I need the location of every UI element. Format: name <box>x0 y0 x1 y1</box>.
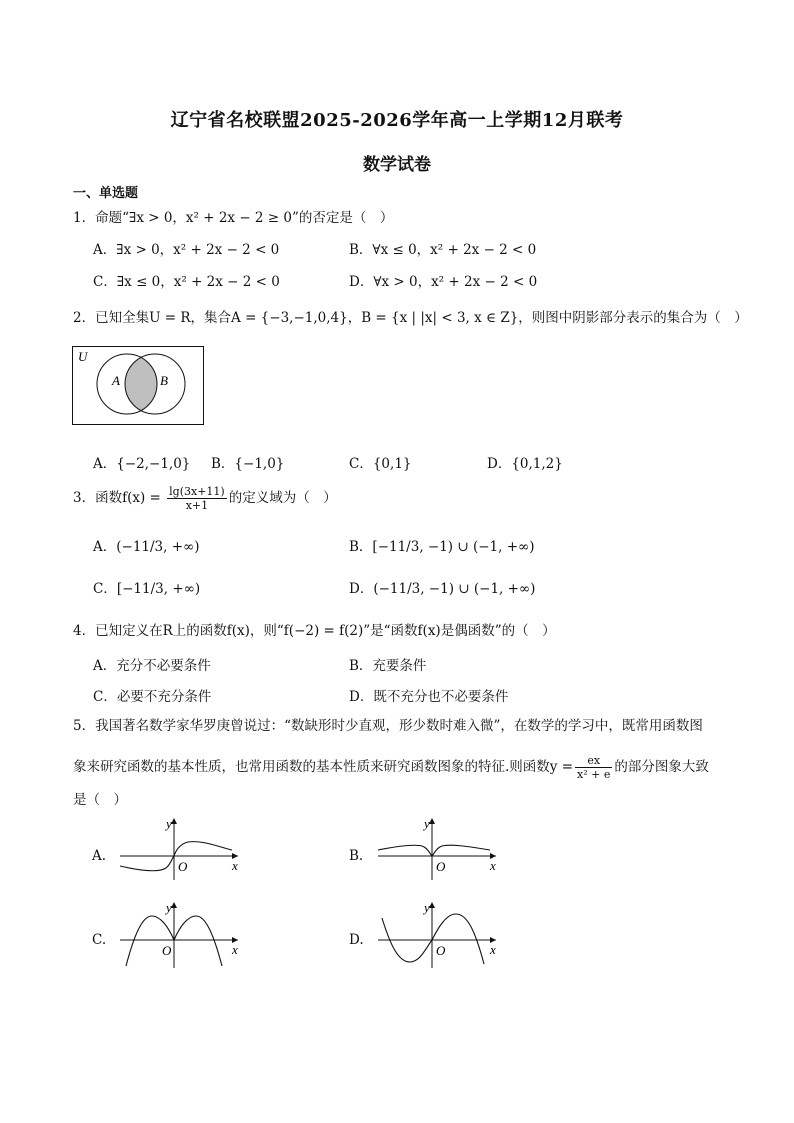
venn-diagram <box>72 346 205 426</box>
question-5-line-1: 5．我国著名数学家华罗庚曾说过：“数缺形时少直观，形少数时难入微”，在数学的学习中，既常用函数图 <box>73 718 703 734</box>
svg-text:y: y <box>166 900 172 915</box>
q4-option-d: D．既不充分也不必要条件 <box>349 689 509 705</box>
question-stem: 已知定义在R上的函数f(x)，则“f(−2) = f(2)”是“函数f(x)是偶函数”的（ ） <box>95 623 556 639</box>
question-3 <box>73 485 337 512</box>
question-stem: 已知全集U = R，集合A = {−3,−1,0,4}，B = {x | |x| < 3, x ∈ Z}，则图中阴影部分表示的集合为（ ） <box>95 310 748 326</box>
q4-option-c: C．必要不充分条件 <box>93 689 212 705</box>
fraction: $\frac{ex}{\text{x² + e}}$ <box>577 754 611 781</box>
fraction: $\frac{\lg(3x+11)}{x+1}$ <box>169 485 225 512</box>
q4-option-a: A．充分不必要条件 <box>93 658 211 674</box>
q5-option-b-label: B. <box>349 848 364 864</box>
q5-option-c-label: C. <box>92 932 107 948</box>
q4-option-b: B．充要条件 <box>349 658 427 674</box>
set-b-label: B <box>160 373 168 388</box>
question-stem-prefix: 函数f(x) = <box>95 490 161 506</box>
svg-text:x: x <box>232 858 238 873</box>
q5-graph-d <box>374 898 504 970</box>
q3-option-a: A．(−11/3, +∞) <box>93 539 200 555</box>
question-1 <box>73 206 393 226</box>
question-number: 1． <box>73 210 96 226</box>
q3-option-b: B．[−11/3, −1) ∪ (−1, +∞) <box>349 539 535 555</box>
question-number: 5． <box>73 718 96 734</box>
set-a-label: A <box>112 373 120 388</box>
q1-option-d: D．∀x > 0，x² + 2x − 2 < 0 <box>349 274 538 290</box>
q2-option-d: D．{0,1,2} <box>487 456 563 472</box>
q2-option-b: B．{−1,0} <box>211 456 285 472</box>
question-2 <box>73 306 748 326</box>
q3-option-d: D．(−11/3, −1) ∪ (−1, +∞) <box>349 581 536 597</box>
q2-option-c: C．{0,1} <box>349 456 412 472</box>
question-5-line-3: 是（ ） <box>73 792 127 808</box>
exam-subtitle: 数学试卷 <box>363 155 431 175</box>
q5-graph-b <box>374 814 504 884</box>
svg-text:y: y <box>424 900 430 915</box>
section-heading: 一、单选题 <box>73 186 139 201</box>
q5-option-d-label: D. <box>349 932 364 948</box>
svg-text:x: x <box>490 858 496 873</box>
svg-text:x: x <box>490 942 496 957</box>
question-stem-suffix: 的定义域为（ ） <box>228 490 337 506</box>
svg-text:y: y <box>424 816 430 831</box>
exam-title: 辽宁省名校联盟2025-2026学年高一上学期12月联考 <box>170 110 624 131</box>
svg-text:x: x <box>232 942 238 957</box>
q3-option-c: C．[−11/3, +∞) <box>93 581 201 597</box>
svg-text:y: y <box>166 816 172 831</box>
universe-label: U <box>78 349 88 364</box>
question-number: 3． <box>73 490 96 506</box>
q5-graph-c <box>116 898 246 970</box>
question-number: 2． <box>73 310 96 326</box>
q1-option-c: C．∃x ≤ 0，x² + 2x − 2 < 0 <box>93 274 280 290</box>
q2-option-a: A．{−2,−1,0} <box>93 456 191 472</box>
q5-graph-a <box>116 814 246 884</box>
question-4 <box>73 619 556 639</box>
svg-text:O: O <box>162 943 172 958</box>
svg-text:O: O <box>178 859 188 874</box>
question-5-line-2: 象来研究函数的基本性质，也常用函数的基本性质来研究函数图象的特征.则函数y = $\frac{ex}{\text{x² + e}}$ 的部分图象大致 <box>73 754 709 781</box>
question-number: 4． <box>73 623 96 639</box>
q1-option-b: B．∀x ≤ 0，x² + 2x − 2 < 0 <box>349 242 537 258</box>
q1-option-a: A．∃x > 0，x² + 2x − 2 < 0 <box>93 242 280 258</box>
svg-text:O: O <box>436 859 446 874</box>
svg-text:O: O <box>436 943 446 958</box>
question-stem: 命题“∃x > 0，x² + 2x − 2 ≥ 0”的否定是（ ） <box>95 210 394 226</box>
q5-option-a-label: A. <box>92 848 107 864</box>
